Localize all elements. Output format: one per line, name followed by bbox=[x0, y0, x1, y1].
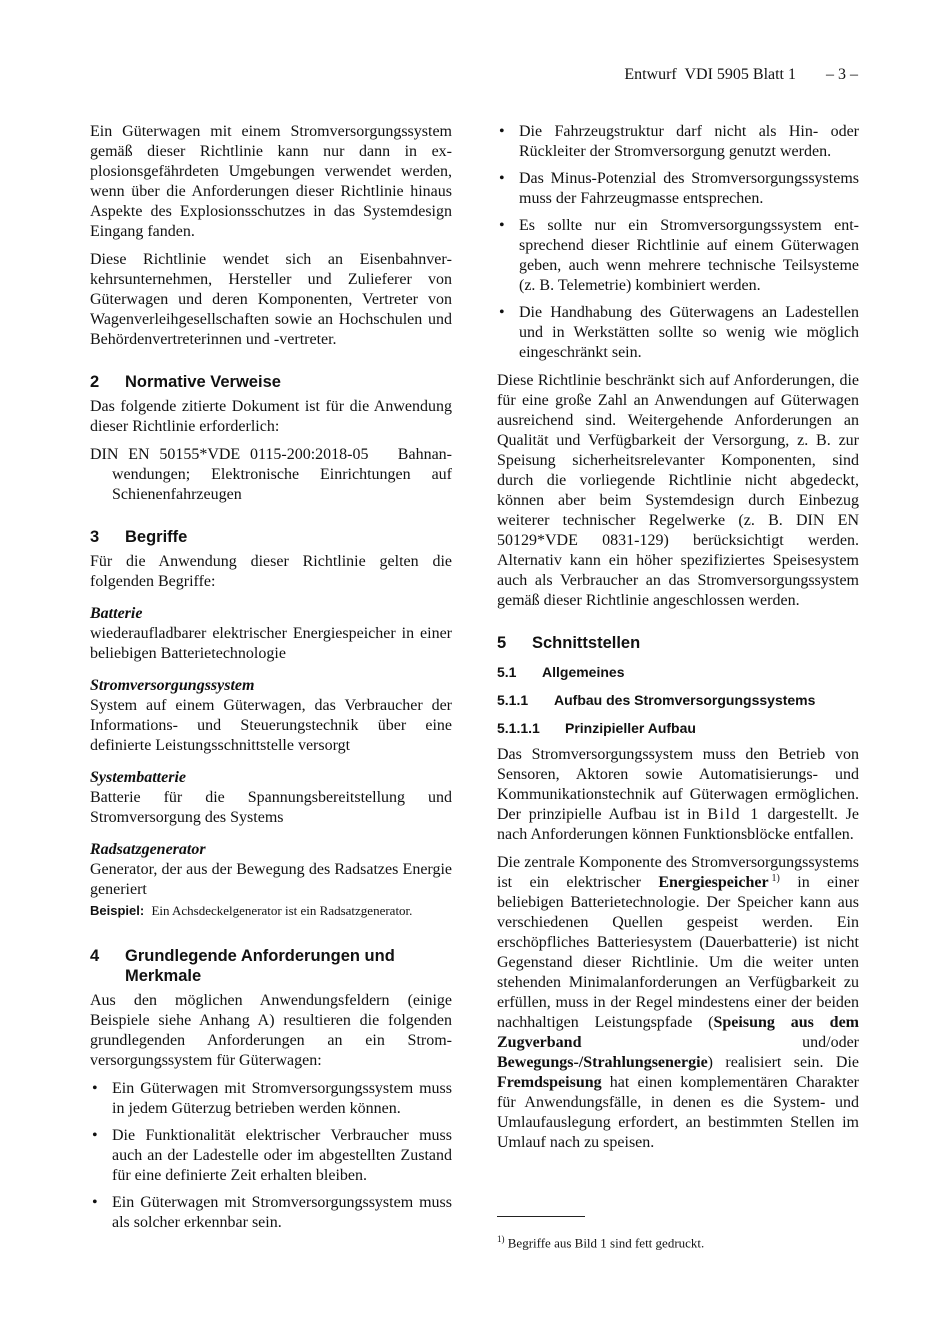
scope-paragraph: Diese Richtlinie beschränkt sich auf Anforderungen, die für eine große Zahl an Anwendungen auf Güterwagen ausreichend sind. Weitergehende Anforderungen an Qualität und Verfügbarkeit der Versorgung, z. B. zur Speisung sicherheitsrelevanter Komponenten, sind durch die vorliegende Richtlinie nicht abgedeckt, können aber beim Systemdesign durch Einbezug weiterer technischer Regelwerke (z. B. DIN EN 50129*VDE 0831-129) berücksichtigt werden. Alternativ kann ein höher spezifiziertes Speisesystem auch als Verbraucher an das Stromversorgungssystem gemäß dieser Richtlinie angeschlossen werden. bbox=[497, 372, 859, 609]
bold-term: Speisung aus dem Zugverband bbox=[497, 1014, 859, 1051]
requirements-list-continued bbox=[497, 122, 859, 363]
section-title: Prinzipieller Aufbau bbox=[565, 720, 696, 736]
section-2-heading bbox=[90, 372, 452, 392]
term-systembatterie: Systembatterie bbox=[90, 769, 186, 786]
section-2-paragraph: Das folgende zitierte Dokument ist für die Anwendung dieser Richtlinie erforderlich: bbox=[90, 398, 452, 435]
definition-batterie: wiederaufladbarer elektrischer Energiespeicher in einer beliebigen Batterietechnologie bbox=[90, 625, 452, 662]
right-column bbox=[497, 122, 859, 1161]
section-title: Normative Verweise bbox=[125, 373, 281, 391]
section-number: 3 bbox=[90, 528, 100, 546]
term-stromversorgungssystem: Stromversorgungssystem bbox=[90, 677, 255, 694]
example-text: Ein Achsdeckelgenerator ist ein Radsatzgenerator. bbox=[151, 903, 413, 918]
text-run: und/oder bbox=[802, 1034, 859, 1051]
example-note bbox=[90, 902, 452, 920]
definition-stromversorgungssystem: System auf einem Güterwagen, das Verbraucher der Informations- und Steuerungstechnik über eine definierte Leistungsschnittstelle versorgt bbox=[90, 697, 452, 754]
section-title: Schnittstellen bbox=[532, 634, 641, 652]
section-number: 4 bbox=[90, 947, 100, 965]
section-title: Allgemeines bbox=[542, 664, 625, 680]
term-batterie: Batterie bbox=[90, 605, 143, 622]
text-run: ) realisiert sein. Die bbox=[707, 1054, 859, 1071]
term-radsatzgenerator: Radsatzgenerator bbox=[90, 841, 206, 858]
section-5-1-1-1-heading bbox=[497, 719, 859, 737]
section-5-1-heading bbox=[497, 663, 859, 681]
text-run: hat einen komplementären Charakter für Anwendungsfälle, in denen es die System- und Umlaufauslegung erfordert, an bestimmten Stellen im Umlauf nach zu speisen. bbox=[497, 1074, 859, 1151]
text-run: dargestellt. Je nach Anforderungen können Funktionsblöcke entfallen. bbox=[497, 806, 859, 843]
footnote-text: Begriffe aus Bild 1 sind fett gedruckt. bbox=[507, 1235, 705, 1251]
list-item: • Ein Güterwagen mit Stromversorgungssystem muss in jedem Güterzug betrieben werden können. bbox=[90, 1079, 452, 1119]
energy-storage-paragraph bbox=[497, 853, 859, 1153]
section-title: Grundlegende Anforderungen und Merkmale bbox=[125, 947, 395, 985]
section-5-1-1-heading bbox=[497, 691, 859, 709]
page-number: – 3 – bbox=[826, 66, 858, 83]
page-header bbox=[624, 66, 858, 84]
text-run: Die zentrale Komponente des Stromversorgungssystems ist ein elektrischer bbox=[497, 854, 859, 891]
definition-radsatzgenerator: Generator, der aus der Bewegung des Radsatzes Energie generiert bbox=[90, 861, 452, 898]
footnote-reference: 1) bbox=[771, 872, 780, 884]
section-number: 5 bbox=[497, 634, 507, 652]
example-label: Beispiel: bbox=[90, 903, 145, 918]
text-run: in einer beliebigen Batterietechnologie. Der Speicher kann aus verschiedenen Quellen gespeist werden. Ein erschöpfliches Batteriesystem (Dauerbatterie) ist nicht Gegenstand dieser Richtlinie. Um die weiter unten stehenden Minimalanforderungen an Verfügbarkeit zu erfüllen, muss in der Regel mindestens einer der beiden nachhaltigen Leistungspfade ( bbox=[497, 874, 860, 1031]
list-item: • Die Fahrzeugstruktur darf nicht als Hin- oder Rückleiter der Stromversorgung genutzt werden. bbox=[497, 122, 859, 162]
normative-reference: DIN EN 50155*VDE 0115-200:2018-05 Bahnanwendungen; Elektronische Einrichtungen auf Schienenfahrzeugen bbox=[90, 446, 456, 503]
left-column bbox=[90, 122, 456, 1241]
footnote-divider bbox=[497, 1216, 585, 1217]
list-item: • Die Handhabung des Güterwagens an Ladestellen und in Werkstätten sollte so wenig wie möglich eingeschränkt sein. bbox=[497, 303, 859, 363]
bold-term: Bewegungs-/Strahlungsenergie bbox=[497, 1054, 708, 1071]
document-title: Entwurf VDI 5905 Blatt 1 bbox=[624, 66, 796, 83]
footnote-mark: 1) bbox=[497, 1234, 505, 1244]
requirements-list bbox=[90, 1079, 452, 1233]
figure-reference: Bild 1 bbox=[707, 806, 760, 823]
footnote bbox=[497, 1231, 704, 1251]
intro-paragraph: Ein Güterwagen mit einem Stromversorgungssystem gemäß dieser Richtlinie kann nur dann in explosionsgefährdeten Umgebungen verwendet werden, wenn über die Anforderungen dieser Richtlinie hinaus Aspekte des Explosionsschutzes in das Systemdesign Eingang fanden. bbox=[90, 123, 452, 240]
section-number: 5.1.1 bbox=[497, 692, 529, 708]
principle-paragraph bbox=[497, 745, 859, 845]
section-title: Begriffe bbox=[125, 528, 188, 546]
section-number: 5.1 bbox=[497, 664, 517, 680]
section-number: 2 bbox=[90, 373, 100, 391]
bold-term: Energiespeicher bbox=[658, 874, 769, 891]
list-item: • Ein Güterwagen mit Stromversorgungssystem muss als solcher erkennbar sein. bbox=[90, 1193, 452, 1233]
audience-paragraph: Diese Richtlinie wendet sich an Eisenbahnverkehrsunternehmen, Hersteller und Zulieferer von Güterwagen und deren Komponenten, Vertreter von Wagenverleihgesellschaften sowie an Hochschulen und Behördenvertreterinnen und -vertreter. bbox=[90, 251, 452, 348]
section-4-heading bbox=[90, 946, 452, 986]
bold-term: Fremdspeisung bbox=[497, 1074, 602, 1091]
section-3-paragraph: Für die Anwendung dieser Richtlinie gelten die folgenden Begriffe: bbox=[90, 553, 452, 590]
section-3-heading bbox=[90, 527, 452, 547]
section-5-heading bbox=[497, 633, 859, 653]
list-item: • Die Funktionalität elektrischer Verbraucher muss auch an der Ladestelle oder im abgestellten Zustand für eine definierte Zeit erhalten bleiben. bbox=[90, 1126, 452, 1186]
list-item: • Das Minus-Potenzial des Stromversorgungssystems muss der Fahrzeugmasse entsprechen. bbox=[497, 169, 859, 209]
definition-systembatterie: Batterie für die Spannungsbereitstellung und Stromversorgung des Systems bbox=[90, 789, 452, 826]
section-title: Aufbau des Stromversorgungssystems bbox=[554, 692, 816, 708]
section-4-paragraph: Aus den möglichen Anwendungsfeldern (einige Beispiele siehe Anhang A) resultieren die folgenden grundlegenden Anforderungen an ein Stromversorgungssystem für Güterwagen: bbox=[90, 992, 452, 1069]
section-number: 5.1.1.1 bbox=[497, 720, 540, 736]
list-item: • Es sollte nur ein Stromversorgungssystem entsprechend dieser Richtlinie auf einem Güterwagen geben, auch wenn mehrere technische Teilsysteme (z. B. Telemetrie) kombiniert werden. bbox=[497, 216, 859, 296]
text-run: Das Stromversorgungssystem muss den Betrieb von Sensoren, Aktoren sowie Automatisierungs- und Kommunikationstechnik auf Güterwagen ermöglichen. Der prinzipielle Aufbau ist in bbox=[497, 746, 859, 823]
